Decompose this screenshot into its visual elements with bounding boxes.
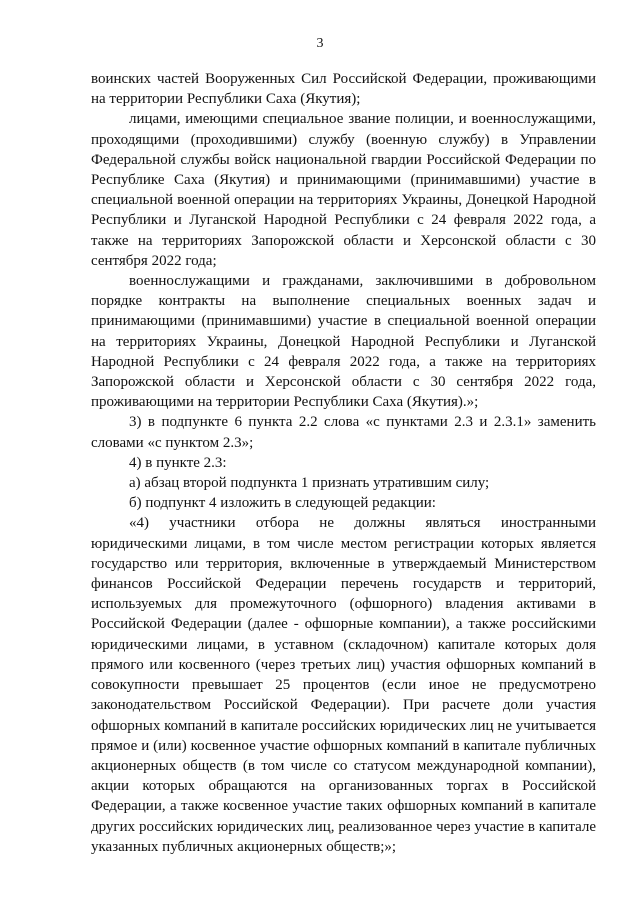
paragraph-offshore-rule: «4) участники отбора не должны являться иностранными юридическими лицами, в том числе местом регистрации которых является государство или территория, включенные в утверждаемый Министерством финансов Российской Федерации перечень государств и территорий, используемых для промежуточного (офшорного) владения активами в Российской Федерации (далее - офшорные компании), а также российскими юридическими лицами, в уставном (складочном) капитале которых доля прямого или косвенного (через третьих лиц) участия офшорных компаний в совокупности превышает 25 процентов (если иное не предусмотрено законодательством Российской Федерации). При расчете доли участия офшорных компаний в капитале российских юридических лиц не учитывается прямое и (или) косвенное участие офшорных компаний в капитале публичных акционерных обществ (в том числе со статусом международной компании), акции которых обращаются на организованных торгах в Российской Федерации, а также косвенное участие таких офшорных компаний в капитале других российских юридических лиц, реализованное через участие в капитале указанных публичных акционерных обществ;»;	[91, 515, 596, 855]
paragraph-contract-servicemen: военнослужащими и гражданами, заключившими в добровольном порядке контракты на выполнение специальных военных задач и принимающими (принимавшими) участие в специальной военной операции на территориях Украины, Донецкой Народной Республики и Луганской Народной Республики с 24 февраля 2022 года, а также на территориях Запорожской области и Херсонской области с 30 сентября 2022 года, проживающими на территории Республики Саха (Якутия).»;	[91, 273, 596, 411]
document-body	[91, 69, 596, 857]
paragraph-subitem-b: б) подпункт 4 изложить в следующей редакции:	[129, 495, 436, 512]
page-number: 3	[316, 36, 324, 51]
paragraph-item-4: 4) в пункте 2.3:	[129, 454, 227, 471]
paragraph-police-and-guard: лицами, имеющими специальное звание полиции, и военнослужащими, проходящими (проходившими) службу (военную службу) в Управлении Федеральной службы войск национальной гвардии Российской Федерации по Республике Саха (Якутия) и принимающими (принимавшими) участие в специальной военной операции на территориях Украины, Донецкой Народной Республики и Луганской Народной Республики с 24 февраля 2022 года, а также на территориях Запорожской области и Херсонской области с 30 сентября 2022 года;	[91, 111, 596, 269]
paragraph-item-3: 3) в подпункте 6 пункта 2.2 слова «с пунктами 2.3 и 2.3.1» заменить словами «с пунктом 2.3»;	[91, 414, 596, 451]
paragraph-continuation: воинских частей Вооруженных Сил Российской Федерации, проживающими на территории Республики Саха (Якутия);	[91, 71, 596, 108]
paragraph-subitem-a: а) абзац второй подпункта 1 признать утратившим силу;	[129, 475, 490, 492]
